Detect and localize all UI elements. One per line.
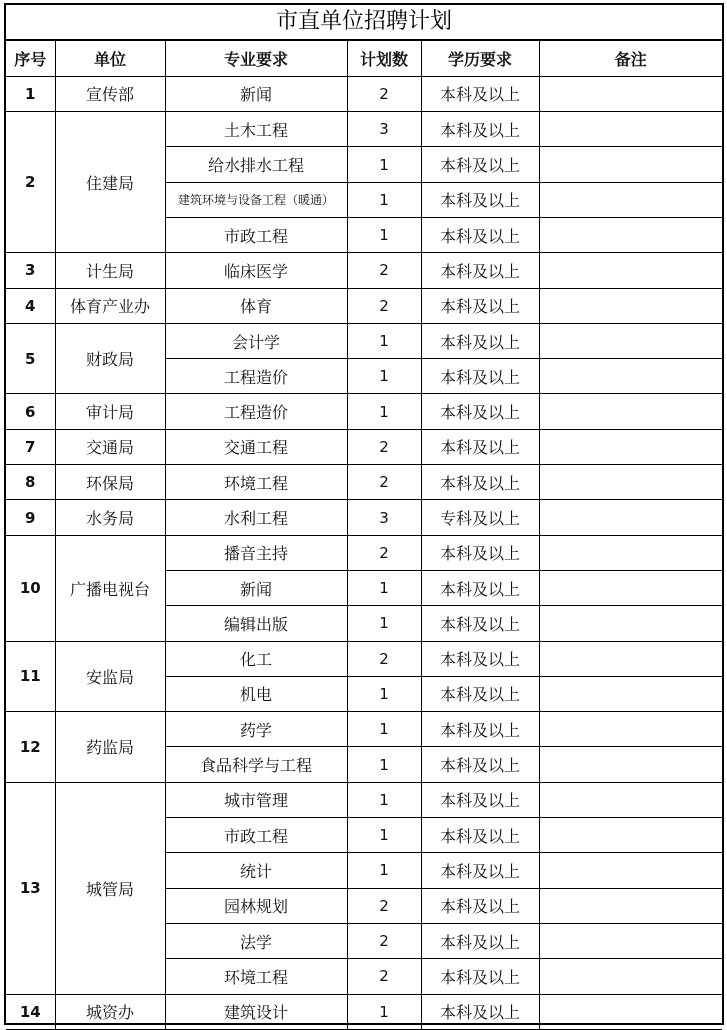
cell-note: [539, 570, 722, 605]
cell-edu: 本科及以上: [421, 112, 539, 147]
cell-major: 工程造价: [165, 359, 347, 394]
cell-unit: 环保局: [55, 465, 165, 500]
cell-count: 1: [347, 606, 421, 641]
cell-seq: 8: [6, 465, 55, 500]
cell-edu: 本科及以上: [421, 359, 539, 394]
table-row: [6, 112, 722, 147]
cell-edu: 本科及以上: [421, 465, 539, 500]
cell-unit: 审计局: [55, 394, 165, 429]
table-row: [6, 429, 722, 464]
header-count: 计划数: [347, 41, 421, 76]
cell-unit: 住建局: [55, 112, 165, 253]
cell-note: [539, 888, 722, 923]
cell-edu: 本科及以上: [421, 994, 539, 1029]
cell-note: [539, 782, 722, 817]
table-row: [6, 288, 722, 323]
cell-edu: 本科及以上: [421, 76, 539, 111]
cell-unit: 交通局: [55, 429, 165, 464]
cell-seq: 13: [6, 782, 55, 994]
cell-count: 1: [347, 676, 421, 711]
cell-major: 会计学: [165, 323, 347, 358]
cell-major: 环境工程: [165, 465, 347, 500]
cell-edu: 本科及以上: [421, 394, 539, 429]
cell-major: 给水排水工程: [165, 147, 347, 182]
cell-edu: 本科及以上: [421, 429, 539, 464]
cell-edu: 专科及以上: [421, 500, 539, 535]
cell-major: 法学: [165, 923, 347, 958]
cell-edu: 本科及以上: [421, 712, 539, 747]
cell-unit: 安监局: [55, 641, 165, 712]
cell-note: [539, 429, 722, 464]
table-body: [6, 41, 722, 1029]
cell-major: 城市管理: [165, 782, 347, 817]
header-major: 专业要求: [165, 41, 347, 76]
cell-seq: 6: [6, 394, 55, 429]
cell-note: [539, 500, 722, 535]
cell-count: 2: [347, 923, 421, 958]
cell-edu: 本科及以上: [421, 782, 539, 817]
cell-major: 新闻: [165, 570, 347, 605]
cell-note: [539, 994, 722, 1029]
cell-major: 临床医学: [165, 253, 347, 288]
cell-count: 1: [347, 182, 421, 217]
cell-edu: 本科及以上: [421, 570, 539, 605]
cell-count: 1: [347, 747, 421, 782]
cell-edu: 本科及以上: [421, 606, 539, 641]
cell-note: [539, 182, 722, 217]
cell-major: 新闻: [165, 76, 347, 111]
cell-major: 市政工程: [165, 818, 347, 853]
cell-count: 1: [347, 570, 421, 605]
cell-seq: 7: [6, 429, 55, 464]
cell-note: [539, 253, 722, 288]
cell-count: 2: [347, 535, 421, 570]
cell-unit: 城管局: [55, 782, 165, 994]
cell-seq: 5: [6, 323, 55, 394]
cell-major: 交通工程: [165, 429, 347, 464]
cell-count: 1: [347, 359, 421, 394]
cell-major: 编辑出版: [165, 606, 347, 641]
table-row: [6, 535, 722, 570]
page-title: 市直单位招聘计划: [6, 5, 722, 41]
cell-count: 1: [347, 853, 421, 888]
cell-count: 2: [347, 429, 421, 464]
cell-unit: 药监局: [55, 712, 165, 783]
cell-unit: 宣传部: [55, 76, 165, 111]
recruitment-table: [6, 41, 722, 1030]
cell-major: 建筑环境与设备工程（暖通）: [165, 182, 347, 217]
cell-major: 化工: [165, 641, 347, 676]
cell-edu: 本科及以上: [421, 641, 539, 676]
cell-edu: 本科及以上: [421, 182, 539, 217]
cell-seq: 10: [6, 535, 55, 641]
cell-count: 2: [347, 641, 421, 676]
cell-major: 建筑设计: [165, 994, 347, 1029]
header-seq: 序号: [6, 41, 55, 76]
cell-note: [539, 394, 722, 429]
cell-major: 统计: [165, 853, 347, 888]
cell-note: [539, 288, 722, 323]
cell-major: 药学: [165, 712, 347, 747]
header-edu: 学历要求: [421, 41, 539, 76]
cell-count: 2: [347, 288, 421, 323]
cell-count: 2: [347, 253, 421, 288]
cell-major: 环境工程: [165, 959, 347, 994]
cell-seq: 11: [6, 641, 55, 712]
header-note: 备注: [539, 41, 722, 76]
table-row: [6, 641, 722, 676]
cell-note: [539, 323, 722, 358]
table-header-row: [6, 41, 722, 76]
cell-edu: 本科及以上: [421, 147, 539, 182]
cell-note: [539, 465, 722, 500]
cell-note: [539, 217, 722, 252]
table-row: [6, 500, 722, 535]
cell-major: 水利工程: [165, 500, 347, 535]
table-row: [6, 323, 722, 358]
cell-edu: 本科及以上: [421, 253, 539, 288]
table-row: [6, 782, 722, 817]
cell-major: 土木工程: [165, 112, 347, 147]
cell-seq: 3: [6, 253, 55, 288]
cell-major: 体育: [165, 288, 347, 323]
cell-count: 1: [347, 818, 421, 853]
cell-unit: 计生局: [55, 253, 165, 288]
cell-seq: 2: [6, 112, 55, 253]
cell-unit: 城资办: [55, 994, 165, 1029]
cell-unit: 广播电视台: [55, 535, 165, 641]
recruitment-sheet: [4, 3, 724, 1025]
cell-major: 机电: [165, 676, 347, 711]
table-row: [6, 76, 722, 111]
table-row: [6, 394, 722, 429]
cell-count: 2: [347, 465, 421, 500]
cell-edu: 本科及以上: [421, 923, 539, 958]
cell-major: 园林规划: [165, 888, 347, 923]
cell-count: 1: [347, 217, 421, 252]
cell-edu: 本科及以上: [421, 217, 539, 252]
cell-count: 3: [347, 500, 421, 535]
cell-seq: 4: [6, 288, 55, 323]
cell-edu: 本科及以上: [421, 535, 539, 570]
cell-edu: 本科及以上: [421, 323, 539, 358]
cell-edu: 本科及以上: [421, 676, 539, 711]
cell-note: [539, 641, 722, 676]
cell-note: [539, 112, 722, 147]
table-row: [6, 994, 722, 1029]
cell-note: [539, 606, 722, 641]
cell-major: 市政工程: [165, 217, 347, 252]
cell-unit: 水务局: [55, 500, 165, 535]
cell-edu: 本科及以上: [421, 888, 539, 923]
cell-seq: 14: [6, 994, 55, 1029]
cell-note: [539, 76, 722, 111]
cell-seq: 9: [6, 500, 55, 535]
cell-note: [539, 747, 722, 782]
cell-count: 1: [347, 323, 421, 358]
cell-note: [539, 923, 722, 958]
cell-major: 工程造价: [165, 394, 347, 429]
cell-note: [539, 676, 722, 711]
header-unit: 单位: [55, 41, 165, 76]
cell-note: [539, 818, 722, 853]
cell-seq: 12: [6, 712, 55, 783]
cell-count: 1: [347, 782, 421, 817]
cell-edu: 本科及以上: [421, 747, 539, 782]
cell-unit: 体育产业办: [55, 288, 165, 323]
table-row: [6, 712, 722, 747]
cell-edu: 本科及以上: [421, 818, 539, 853]
cell-major: 食品科学与工程: [165, 747, 347, 782]
cell-count: 1: [347, 394, 421, 429]
cell-note: [539, 959, 722, 994]
cell-note: [539, 147, 722, 182]
cell-count: 1: [347, 994, 421, 1029]
cell-count: 2: [347, 888, 421, 923]
table-row: [6, 253, 722, 288]
table-row: [6, 465, 722, 500]
cell-note: [539, 535, 722, 570]
cell-edu: 本科及以上: [421, 959, 539, 994]
cell-major: 播音主持: [165, 535, 347, 570]
cell-count: 2: [347, 76, 421, 111]
cell-edu: 本科及以上: [421, 288, 539, 323]
cell-seq: 1: [6, 76, 55, 111]
cell-count: 2: [347, 959, 421, 994]
cell-note: [539, 712, 722, 747]
cell-edu: 本科及以上: [421, 853, 539, 888]
cell-count: 1: [347, 147, 421, 182]
cell-unit: 财政局: [55, 323, 165, 394]
cell-count: 1: [347, 712, 421, 747]
cell-note: [539, 359, 722, 394]
cell-count: 3: [347, 112, 421, 147]
cell-note: [539, 853, 722, 888]
